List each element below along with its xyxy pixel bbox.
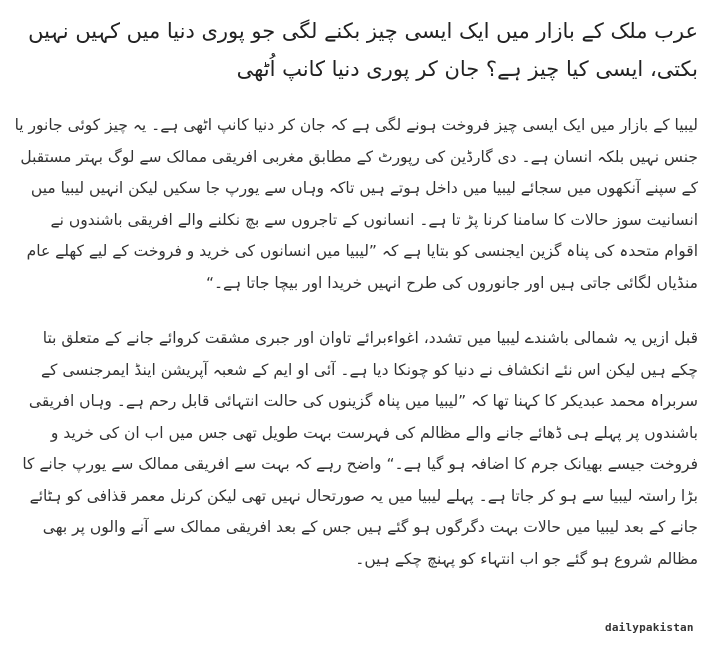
- headline: عرب ملک کے بازار میں ایک ایسی چیز بکنے لگی جو پوری دنیا میں کہیں نہیں بکتی، ایسی کیا چیز ہے؟ جان کر پوری دنیا کانپ اُٹھی: [28, 19, 698, 81]
- paragraph-2: قبل ازیں یہ شمالی باشندے لیبیا میں تشدد، اغواءبرائے تاوان اور جبری مشقت کروائے جانے کے متعلق بتا چکے ہیں لیکن اس نئے انکشاف نے دنیا کو چونکا دیا ہے۔ آئی او ایم کے شعبہ آپریشن اینڈ ایمرجنسی کے سربراہ محمد عبدیکر کا کہنا تھا کہ ”لیبیا میں پناہ گزینوں کی حالت انتہائی قابل رحم ہے۔ وہاں افریقی باشندوں پر پہلے ہی ڈھائے جانے والے مظالم کی فہرست بہت طویل تھی جس میں اب ان کی خرید و فروخت جیسے بھیانک جرم کا اضافہ ہو گیا ہے۔“ واضح رہے کہ بہت سے افریقی ممالک سے یورپ جانے کا بڑا راستہ لیبیا سے ہو کر جاتا ہے۔ پہلے لیبیا میں یہ صورتحال نہیں تھی لیکن کرنل معمر قذافی کو ہٹائے جانے کے بعد لیبیا میں حالات بہت دگرگوں ہو گئے ہیں جس کے بعد افریقی ممالک سے آنے والوں پر بھی مظالم شروع ہو گئے جو اب انتہاء کو پہنچ چکے ہیں۔: [22, 329, 698, 568]
- paragraph-1: لیبیا کے بازار میں ایک ایسی چیز فروخت ہونے لگی ہے کہ جان کر دنیا کانپ اٹھی ہے۔ یہ چیز کوئی جانور یا جنس نہیں بلکہ انسان ہے۔ دی گارڈین کی رپورٹ کے مطابق مغربی افریقی ممالک سے لوگ بہتر مستقبل کے سپنے آنکھوں میں سجائے لیبیا میں داخل ہوتے ہیں تاکہ وہاں سے یورپ جا سکیں لیکن انہیں لیبیا میں انسانیت سوز حالات کا سامنا کرنا پڑ تا ہے۔ انسانوں کے تاجروں سے بچ نکلنے والے افریقی باشندوں نے اقوام متحدہ کی پناہ گزین ایجنسی کو بتایا ہے کہ ”لیبیا میں انسانوں کی خرید و فروخت کے لیے کھلے عام منڈیاں لگائی جاتی ہیں اور جانوروں کی طرح انہیں خریدا اور بیچا جاتا ہے۔“: [14, 116, 698, 292]
- source-watermark: dailypakistan: [605, 621, 694, 634]
- article: [14, 12, 698, 575]
